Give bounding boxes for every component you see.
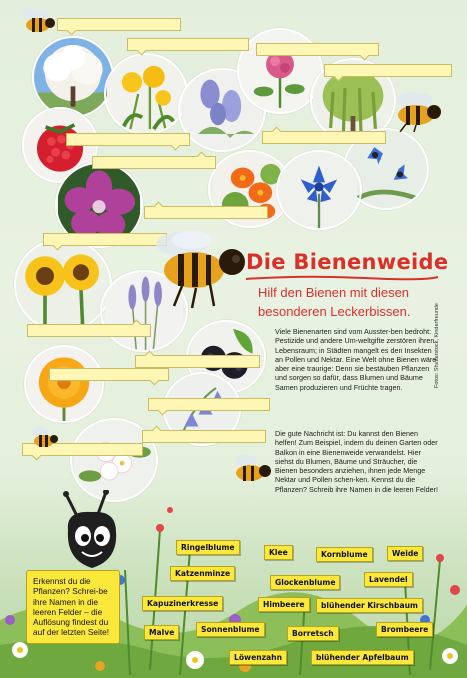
- label-lavendel: Lavendel: [364, 572, 413, 587]
- label-bluehender-kirschbaum: blühender Kirschbaum: [316, 598, 423, 613]
- bee-illustration-small-left: [28, 424, 62, 452]
- label-himbeere: Himbeere: [258, 597, 310, 612]
- answer-field-3[interactable]: [256, 43, 379, 56]
- label-bluehender-apfelbaum: blühender Apfelbaum: [311, 650, 414, 665]
- answer-field-7[interactable]: [92, 156, 216, 169]
- answer-field-1[interactable]: [57, 18, 181, 31]
- cartoon-bug-illustration: [58, 490, 132, 576]
- answer-field-10[interactable]: [27, 324, 151, 337]
- subtitle: Hilf den Bienen mit diesen besonderen Leckerbissen.: [258, 285, 411, 319]
- marigold-photo: [24, 345, 104, 423]
- label-glockenblume: Glockenblume: [270, 575, 340, 590]
- bee-illustration-large: [152, 226, 252, 310]
- answer-field-6[interactable]: [262, 131, 386, 144]
- answer-field-11[interactable]: [135, 355, 260, 368]
- title-underline: [244, 274, 440, 282]
- intro-paragraph: Viele Bienenarten sind vom Ausster-ben bedroht: Pestizide und andere Um-weltgifte zerstören ihren Lebensraum; in Städten mangelt es den Insekten an Pollen und Nektar. Eine Welt ohne Bienen wäre aber eine traurige: Denn sie bestäuben Pflanzen und sorgen so dafür, dass Blumen und Bäume Samen produzieren und Früchte tragen.: [275, 327, 437, 392]
- sunflower-photo: [14, 238, 112, 332]
- cherry-tree-photo: [32, 36, 114, 118]
- label-weide: Weide: [387, 546, 423, 561]
- bee-illustration-small: [17, 6, 59, 36]
- label-kapuzinerkresse: Kapuzinerkresse: [142, 596, 223, 611]
- answer-field-2[interactable]: [127, 38, 249, 51]
- bee-illustration-right: [388, 88, 446, 132]
- answer-field-9[interactable]: [43, 233, 167, 246]
- photo-credit: Fotos: Shutterstock, Kinderfreunde: [434, 303, 440, 388]
- dandelion-photo: [104, 53, 188, 135]
- answer-field-14[interactable]: [142, 430, 266, 443]
- label-borretsch: Borretsch: [287, 626, 339, 641]
- label-klee: Klee: [264, 545, 293, 560]
- label-malve: Malve: [144, 625, 179, 640]
- label-loewenzahn: Löwenzahn: [229, 650, 287, 665]
- label-sonnenblume: Sonnenblume: [196, 622, 265, 637]
- label-katzenminze: Katzenminze: [170, 566, 235, 581]
- answer-field-12[interactable]: [49, 368, 169, 381]
- cornflower-photo: [276, 150, 362, 230]
- label-kornblume: Kornblume: [316, 547, 373, 562]
- callout-box: Erkennst du die Pflanzen? Schrei-be ihre Namen in die leeren Felder – die Auflösung findest du auf der letzten Seite!: [26, 570, 120, 644]
- answer-field-8[interactable]: [144, 206, 268, 219]
- answer-field-5[interactable]: [66, 133, 190, 146]
- page-title: Die Bienenweide: [246, 250, 449, 274]
- label-brombeere: Brombeere: [376, 622, 433, 637]
- instruction-paragraph: Die gute Nachricht ist: Du kannst den Bienen helfen! Zum Beispiel, indem du deinen Garten oder Balkon in eine Bienenweide verwandelst. Hier siehst du Blumen, Bäume und Sträucher, die Bienen besonders anziehen, ihnen jede Menge Nektar und Pollen schen-ken. Kennst du die Pflanzen? Schreib ihre Namen in die leeren Felder!: [275, 429, 439, 494]
- label-ringelblume: Ringelblume: [176, 540, 240, 555]
- answer-field-13[interactable]: [148, 398, 270, 411]
- answer-field-4[interactable]: [324, 64, 452, 77]
